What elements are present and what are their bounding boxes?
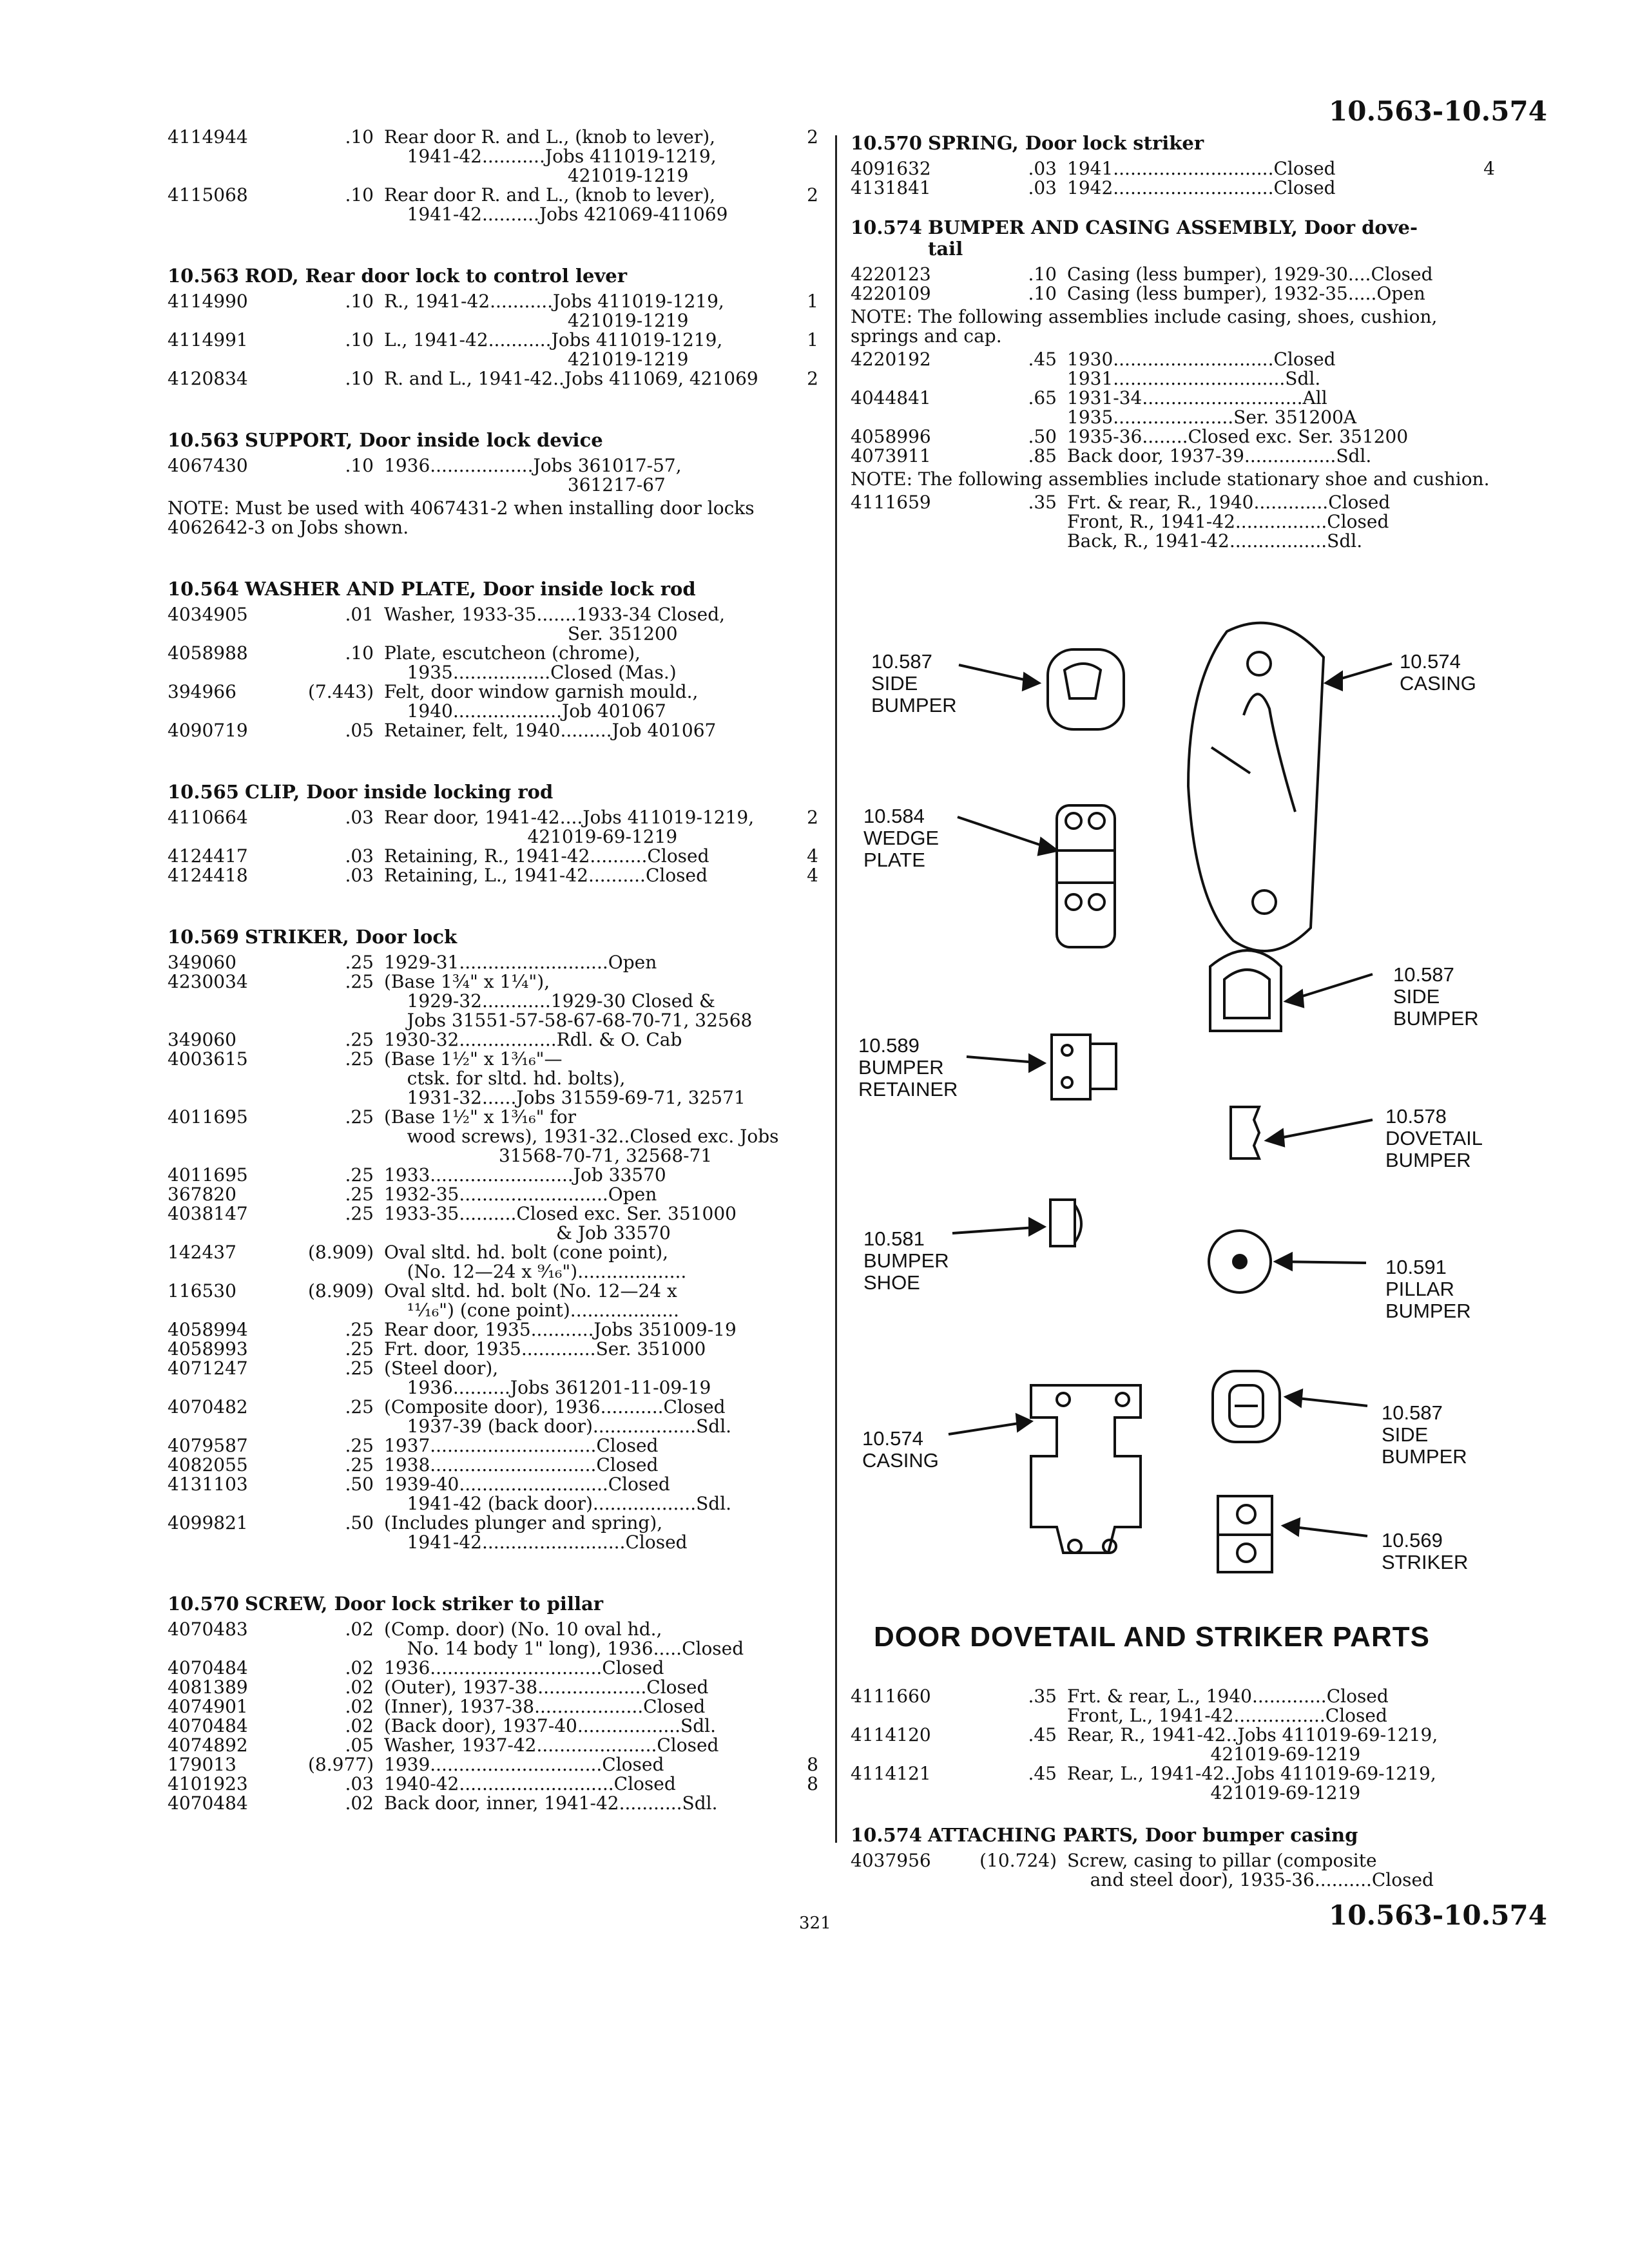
part-number: 4220109 xyxy=(851,283,931,304)
part-price: .25 xyxy=(345,1358,374,1379)
part-description: R., 1941-42...........Jobs 411019-1219, xyxy=(384,291,724,312)
label-pillar-bumper: 10.591 PILLAR BUMPER xyxy=(1385,1256,1471,1322)
part-number: 4074901 xyxy=(168,1696,248,1717)
part-description: (Back door), 1937-40..................Sdl. xyxy=(384,1715,717,1736)
label-side-bumper-mid: 10.587 SIDE BUMPER xyxy=(1393,963,1479,1030)
figure-title: DOOR DOVETAIL AND STRIKER PARTS xyxy=(874,1621,1430,1653)
part-number: 4070484 xyxy=(168,1657,248,1678)
part-number: 142437 xyxy=(168,1242,236,1263)
part-price: .25 xyxy=(345,1396,374,1418)
part-price: .50 xyxy=(345,1512,374,1533)
part-number: 4120834 xyxy=(168,368,248,389)
label-bumper-retainer: 10.589 BUMPER RETAINER xyxy=(858,1034,958,1100)
part-number: 349060 xyxy=(168,1029,236,1050)
part-description: Retaining, R., 1941-42..........Closed xyxy=(384,845,709,867)
part-price: .35 xyxy=(1028,492,1057,513)
section-title: ROD, Rear door lock to control lever xyxy=(245,265,628,287)
part-number: 4101923 xyxy=(168,1773,248,1794)
part-number: 4058993 xyxy=(168,1338,248,1360)
part-description: 421019-1219 xyxy=(384,349,689,370)
section-number: 10.570 xyxy=(851,132,922,154)
part-number: 4114991 xyxy=(168,329,248,351)
part-price: .05 xyxy=(345,1735,374,1756)
part-number: 4220192 xyxy=(851,349,931,370)
part-description: (Comp. door) (No. 10 oval hd., xyxy=(384,1619,662,1640)
part-description: (Includes plunger and spring), xyxy=(384,1512,663,1533)
part-description: Front, R., 1941-42................Closed xyxy=(1067,511,1389,532)
part-number: 4124417 xyxy=(168,845,248,867)
arrow-head xyxy=(1030,1219,1044,1235)
part-price: .50 xyxy=(345,1474,374,1495)
arrow-head xyxy=(1023,674,1039,689)
part-price: .45 xyxy=(1028,349,1057,370)
part-number: 4124418 xyxy=(168,865,248,886)
arrow-head xyxy=(1276,1254,1291,1269)
part-description: Casing (less bumper), 1932-35.....Open xyxy=(1067,283,1425,304)
part-price: .03 xyxy=(1028,177,1057,198)
part-description: Jobs 31551-57-58-67-68-70-71, 32568 xyxy=(384,1010,753,1031)
part-price: .10 xyxy=(345,126,374,148)
section-title: STRIKER, Door lock xyxy=(245,926,458,948)
part-number: 4115068 xyxy=(168,184,248,206)
part-description: Rear, R., 1941-42..Jobs 411019-69-1219, xyxy=(1067,1724,1438,1745)
part-description: 1941-42..........Jobs 421069-411069 xyxy=(384,204,728,225)
section-title: SUPPORT, Door inside lock device xyxy=(245,429,603,451)
part-number: 4090719 xyxy=(168,720,248,741)
section-number: 10.565 xyxy=(168,781,239,803)
part-quantity: 2 xyxy=(807,184,818,206)
part-description: 421019-1219 xyxy=(384,165,689,186)
section-title: CLIP, Door inside locking rod xyxy=(245,781,554,803)
part-number: 4038147 xyxy=(168,1203,248,1224)
page-footer-range: 10.563-10.574 xyxy=(1329,1899,1547,1931)
part-number: 4114944 xyxy=(168,126,248,148)
section-title: SCREW, Door lock striker to pillar xyxy=(245,1593,604,1615)
section-number: 10.569 xyxy=(168,926,239,948)
part-price: .65 xyxy=(1028,387,1057,408)
part-price: .25 xyxy=(345,1319,374,1340)
section-note: NOTE: The following assemblies include stationary shoe and cushion. xyxy=(851,468,1490,490)
part-description: Oval sltd. hd. bolt (No. 12—24 x xyxy=(384,1280,677,1302)
arrow-head xyxy=(1284,1519,1299,1535)
part-description: 1935.................Closed (Mas.) xyxy=(384,662,677,683)
part-price: (8.977) xyxy=(307,1754,374,1775)
part-number: 4044841 xyxy=(851,387,931,408)
part-number: 4073911 xyxy=(851,445,931,466)
arrow-head xyxy=(1286,991,1303,1006)
part-price: .03 xyxy=(345,807,374,828)
section-title: WASHER AND PLATE, Door inside lock rod xyxy=(245,578,696,600)
label-casing-low: 10.574 CASING xyxy=(862,1427,939,1472)
part-number: 4079587 xyxy=(168,1435,248,1456)
part-number: 4114121 xyxy=(851,1763,931,1784)
part-price: .25 xyxy=(345,971,374,992)
part-price: .10 xyxy=(1028,283,1057,304)
part-description: Rear door R. and L., (knob to lever), xyxy=(384,184,716,206)
section-note: NOTE: The following assemblies include casing, shoes, cushion, springs and cap. xyxy=(851,306,1438,347)
part-description: 1940-42...........................Closed xyxy=(384,1773,676,1794)
part-number: 4070484 xyxy=(168,1792,248,1814)
part-quantity: 8 xyxy=(807,1754,818,1775)
part-description: Casing (less bumper), 1929-30....Closed xyxy=(1067,264,1433,285)
part-number: 4067430 xyxy=(168,455,248,476)
part-price: .25 xyxy=(345,952,374,973)
part-number: 4074892 xyxy=(168,1735,248,1756)
part-description: & Job 33570 xyxy=(384,1222,671,1244)
part-number: 4071247 xyxy=(168,1358,248,1379)
part-description: Washer, 1937-42.....................Closed xyxy=(384,1735,719,1756)
part-description: (Steel door), xyxy=(384,1358,499,1379)
part-quantity: 2 xyxy=(807,368,818,389)
part-description: Screw, casing to pillar (composite xyxy=(1067,1850,1377,1871)
part-price: .10 xyxy=(345,642,374,664)
part-description: 1929-31..........................Open xyxy=(384,952,657,973)
section-title: BUMPER AND CASING ASSEMBLY, Door dove- xyxy=(928,216,1418,238)
part-description: 1940...................Job 401067 xyxy=(384,700,666,722)
part-description: Rear door R. and L., (knob to lever), xyxy=(384,126,716,148)
part-description: Retainer, felt, 1940.........Job 401067 xyxy=(384,720,717,741)
part-description: No. 14 body 1" long), 1936.....Closed xyxy=(384,1638,744,1659)
part-description: 1935.....................Ser. 351200A xyxy=(1067,407,1357,428)
bumper-shoe-part xyxy=(1050,1200,1075,1246)
part-price: .03 xyxy=(1028,158,1057,179)
part-description: Frt. door, 1935.............Ser. 351000 xyxy=(384,1338,706,1360)
part-description: Back door, inner, 1941-42...........Sdl. xyxy=(384,1792,718,1814)
part-price: .25 xyxy=(345,1338,374,1360)
casing-low-part xyxy=(1031,1385,1141,1553)
part-price: .45 xyxy=(1028,1724,1057,1745)
part-price: .25 xyxy=(345,1184,374,1205)
part-number: 4110664 xyxy=(168,807,248,828)
part-number: 4099821 xyxy=(168,1512,248,1533)
part-number: 4058994 xyxy=(168,1319,248,1340)
section-number: 10.563 xyxy=(168,429,239,451)
part-price: (8.909) xyxy=(307,1242,374,1263)
arrow-head xyxy=(1039,839,1057,854)
part-description: Rear, L., 1941-42..Jobs 411019-69-1219, xyxy=(1067,1763,1436,1784)
part-description: 1933.........................Job 33570 xyxy=(384,1164,666,1186)
part-description: 31568-70-71, 32568-71 xyxy=(384,1145,713,1166)
part-description: 1933-35..........Closed exc. Ser. 351000 xyxy=(384,1203,737,1224)
part-description: Rear door, 1935...........Jobs 351009-19 xyxy=(384,1319,737,1340)
part-description: 1936..........Jobs 361201-11-09-19 xyxy=(384,1377,711,1398)
section-number: 10.574 xyxy=(851,216,922,238)
part-description: Ser. 351200 xyxy=(384,623,678,644)
part-price: .01 xyxy=(345,604,374,625)
part-number: 179013 xyxy=(168,1754,236,1775)
section-title: SPRING, Door lock striker xyxy=(928,132,1204,154)
part-description: 1941-42 (back door)..................Sdl. xyxy=(384,1493,732,1514)
part-number: 4131841 xyxy=(851,177,931,198)
part-description: 1938.............................Closed xyxy=(384,1454,659,1475)
part-description: (Outer), 1937-38...................Closed xyxy=(384,1677,709,1698)
part-price: .02 xyxy=(345,1657,374,1678)
part-price: .02 xyxy=(345,1696,374,1717)
part-number: 4011695 xyxy=(168,1164,248,1186)
part-description: (Inner), 1937-38...................Closed xyxy=(384,1696,706,1717)
dovetail-bumper-part xyxy=(1231,1107,1259,1158)
part-price: .10 xyxy=(345,291,374,312)
section-title-continued: tail xyxy=(928,238,963,260)
part-price: .03 xyxy=(345,865,374,886)
part-quantity: 4 xyxy=(807,845,818,867)
arrow-head xyxy=(1267,1130,1284,1146)
side-bumper-part xyxy=(1048,649,1124,729)
part-number: 4003615 xyxy=(168,1048,248,1070)
part-quantity: 1 xyxy=(807,329,818,351)
part-price: .10 xyxy=(345,329,374,351)
label-side-bumper-low: 10.587 SIDE BUMPER xyxy=(1382,1401,1467,1468)
section-number: 10.564 xyxy=(168,578,239,600)
part-price: .25 xyxy=(345,1029,374,1050)
part-price: .05 xyxy=(345,720,374,741)
part-number: 4070482 xyxy=(168,1396,248,1418)
part-price: .10 xyxy=(345,184,374,206)
part-number: 4111660 xyxy=(851,1686,931,1707)
part-description: 1932-35..........................Open xyxy=(384,1184,657,1205)
part-description: 1931..............................Sdl. xyxy=(1067,368,1321,389)
part-description: 421019-69-1219 xyxy=(1067,1744,1361,1765)
part-quantity: 4 xyxy=(807,865,818,886)
part-price: .35 xyxy=(1028,1686,1057,1707)
part-number: 4058996 xyxy=(851,426,931,447)
part-price: .25 xyxy=(345,1164,374,1186)
part-price: .10 xyxy=(345,455,374,476)
part-number: 4114990 xyxy=(168,291,248,312)
part-number: 4037956 xyxy=(851,1850,931,1871)
part-number: 4131103 xyxy=(168,1474,248,1495)
part-description: 421019-69-1219 xyxy=(384,826,678,847)
part-description: (Base 1½" x 1³⁄₁₆"— xyxy=(384,1048,563,1070)
label-casing-top: 10.574 CASING xyxy=(1400,650,1476,695)
part-description: Frt. & rear, L., 1940.............Closed xyxy=(1067,1686,1389,1707)
section-title: ATTACHING PARTS, Door bumper casing xyxy=(928,1824,1358,1846)
part-description: Washer, 1933-35.......1933-34 Closed, xyxy=(384,604,726,625)
part-quantity: 4 xyxy=(1483,158,1495,179)
part-description: and steel door), 1935-36..........Closed xyxy=(1067,1869,1434,1890)
part-description: wood screws), 1931-32..Closed exc. Jobs xyxy=(384,1126,779,1147)
part-description: 1942............................Closed xyxy=(1067,177,1336,198)
part-description: Frt. & rear, R., 1940.............Closed xyxy=(1067,492,1391,513)
part-number: 4058988 xyxy=(168,642,248,664)
part-description: (Base 1½" x 1³⁄₁₆" for xyxy=(384,1106,577,1128)
part-description: Back, R., 1941-42.................Sdl. xyxy=(1067,530,1363,552)
part-description: 1941............................Closed xyxy=(1067,158,1336,179)
part-description: 1931-32......Jobs 31559-69-71, 32571 xyxy=(384,1087,746,1108)
part-number: 4011695 xyxy=(168,1106,248,1128)
part-description: Rear door, 1941-42....Jobs 411019-1219, xyxy=(384,807,755,828)
part-description: Plate, escutcheon (chrome), xyxy=(384,642,641,664)
part-description: 1941-42.........................Closed xyxy=(384,1532,688,1553)
part-price: .03 xyxy=(345,845,374,867)
bumper-retainer-part xyxy=(1052,1035,1090,1099)
part-price: .02 xyxy=(345,1677,374,1698)
part-description: 1937.............................Closed xyxy=(384,1435,659,1456)
section-number: 10.570 xyxy=(168,1593,239,1615)
part-description: (Base 1¾" x 1¼"), xyxy=(384,971,550,992)
part-price: .03 xyxy=(345,1773,374,1794)
page-number: 321 xyxy=(799,1914,831,1933)
part-description: 1929-32............1929-30 Closed & xyxy=(384,990,715,1012)
part-number: 4070483 xyxy=(168,1619,248,1640)
arrow-head xyxy=(1286,1390,1302,1406)
arrow-head xyxy=(1017,1415,1031,1430)
label-dovetail-bumper: 10.578 DOVETAIL BUMPER xyxy=(1385,1105,1483,1171)
label-wedge-plate: 10.584 WEDGE PLATE xyxy=(863,805,940,871)
part-number: 4091632 xyxy=(851,158,931,179)
part-description: 1939-40..........................Closed xyxy=(384,1474,670,1495)
part-price: (10.724) xyxy=(979,1850,1057,1871)
section-number: 10.574 xyxy=(851,1824,922,1846)
part-number: 367820 xyxy=(168,1184,236,1205)
part-price: .25 xyxy=(345,1203,374,1224)
part-description: 1936..................Jobs 361017-57, xyxy=(384,455,682,476)
part-price: .10 xyxy=(345,368,374,389)
label-bumper-shoe: 10.581 BUMPER SHOE xyxy=(863,1227,949,1294)
part-number: 394966 xyxy=(168,681,236,702)
part-description: (No. 12—24 x ⁹⁄₁₆")................... xyxy=(384,1261,687,1282)
part-number: 4034905 xyxy=(168,604,248,625)
part-number: 4081389 xyxy=(168,1677,248,1698)
label-side-bumper-top: 10.587 SIDE BUMPER xyxy=(871,650,957,716)
part-price: .02 xyxy=(345,1792,374,1814)
part-quantity: 8 xyxy=(807,1773,818,1794)
part-price: .85 xyxy=(1028,445,1057,466)
part-description: 421019-1219 xyxy=(384,310,689,331)
part-description: 1937-39 (back door)..................Sdl. xyxy=(384,1416,732,1437)
part-number: 4114120 xyxy=(851,1724,931,1745)
part-description: 1935-36........Closed exc. Ser. 351200 xyxy=(1067,426,1409,447)
part-price: .25 xyxy=(345,1454,374,1475)
arrow-head xyxy=(1030,1055,1044,1071)
part-quantity: 2 xyxy=(807,807,818,828)
part-description: Back door, 1937-39................Sdl. xyxy=(1067,445,1372,466)
part-number: 116530 xyxy=(168,1280,236,1302)
part-number: 4111659 xyxy=(851,492,931,513)
part-description: L., 1941-42...........Jobs 411019-1219, xyxy=(384,329,723,351)
part-price: .50 xyxy=(1028,426,1057,447)
part-price: .10 xyxy=(1028,264,1057,285)
part-quantity: 1 xyxy=(807,291,818,312)
part-description: Felt, door window garnish mould., xyxy=(384,681,699,702)
part-quantity: 2 xyxy=(807,126,818,148)
part-number: 4230034 xyxy=(168,971,248,992)
part-description: 1930-32.................Rdl. & O. Cab xyxy=(384,1029,682,1050)
part-description: 1936..............................Closed xyxy=(384,1657,664,1678)
part-description: 361217-67 xyxy=(384,474,666,495)
page-header-range: 10.563-10.574 xyxy=(1329,95,1547,127)
section-note: NOTE: Must be used with 4067431-2 when installing door locks 4062642-3 on Jobs shown. xyxy=(168,497,755,538)
part-description: Retaining, L., 1941-42..........Closed xyxy=(384,865,708,886)
part-description: 1931-34............................All xyxy=(1067,387,1327,408)
part-description: 421019-69-1219 xyxy=(1067,1782,1361,1803)
part-number: 4070484 xyxy=(168,1715,248,1736)
part-number: 349060 xyxy=(168,952,236,973)
part-description: 1930............................Closed xyxy=(1067,349,1336,370)
part-price: (8.909) xyxy=(307,1280,374,1302)
part-number: 4220123 xyxy=(851,264,931,285)
part-price: .25 xyxy=(345,1048,374,1070)
arrow-head xyxy=(1326,673,1342,689)
section-number: 10.563 xyxy=(168,265,239,287)
part-description: (Composite door), 1936...........Closed xyxy=(384,1396,726,1418)
part-description: Front, L., 1941-42................Closed xyxy=(1067,1705,1387,1726)
part-price: (7.443) xyxy=(307,681,374,702)
part-description: R. and L., 1941-42..Jobs 411069, 421069 xyxy=(384,368,758,389)
part-number: 4082055 xyxy=(168,1454,248,1475)
casing-part xyxy=(1188,623,1324,951)
label-striker: 10.569 STRIKER xyxy=(1382,1529,1469,1573)
wedge-plate-part xyxy=(1057,805,1115,947)
part-description: ¹¹⁄₁₆") (cone point)................... xyxy=(384,1300,679,1321)
part-description: 1941-42...........Jobs 411019-1219, xyxy=(384,146,717,167)
part-description: Oval sltd. hd. bolt (cone point), xyxy=(384,1242,669,1263)
part-description: 1939..............................Closed xyxy=(384,1754,664,1775)
part-price: .25 xyxy=(345,1106,374,1128)
part-price: .02 xyxy=(345,1715,374,1736)
part-price: .45 xyxy=(1028,1763,1057,1784)
part-description: ctsk. for sltd. hd. bolts), xyxy=(384,1068,626,1089)
part-price: .02 xyxy=(345,1619,374,1640)
part-price: .25 xyxy=(345,1435,374,1456)
